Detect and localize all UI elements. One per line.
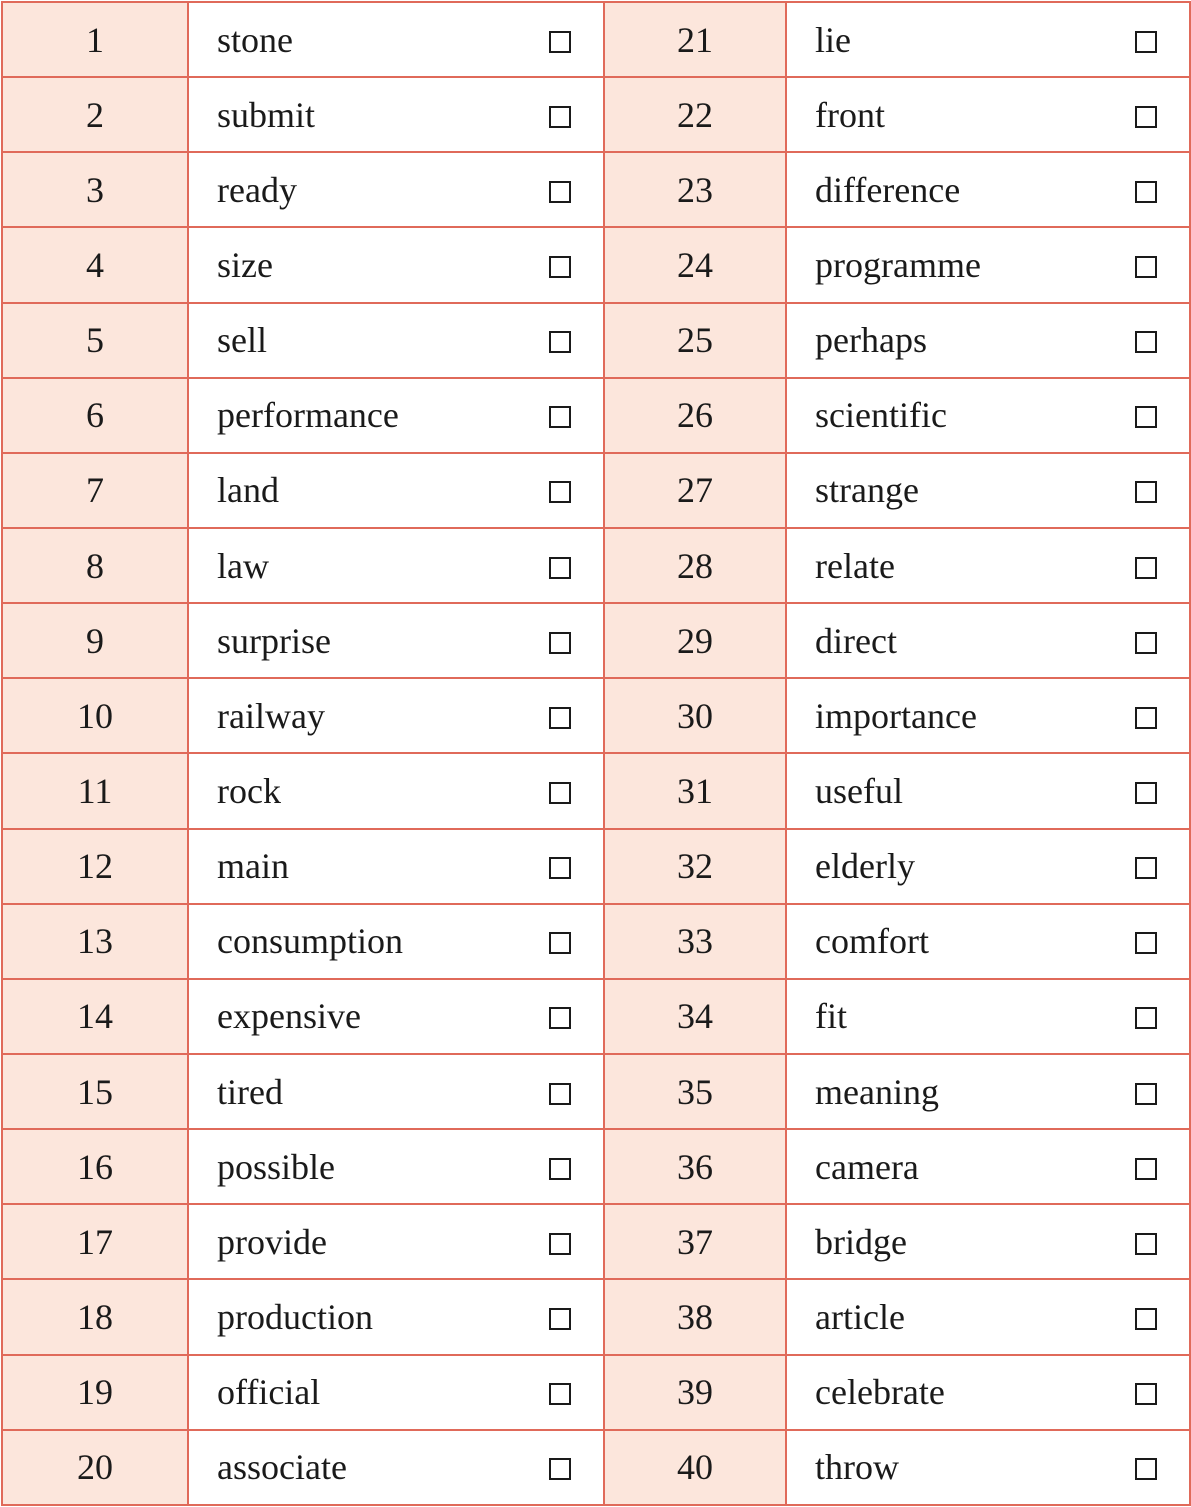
empty-checkbox-icon[interactable] [549, 1458, 571, 1480]
left-word-cell [188, 152, 604, 227]
left-number-cell [2, 77, 188, 152]
left-word-wrap [217, 1221, 571, 1262]
left-word-cell [188, 979, 604, 1054]
left-word-wrap [217, 1296, 571, 1337]
right-number-cell [604, 453, 786, 528]
left-word-cell [188, 1430, 604, 1505]
left-word-cell [188, 227, 604, 302]
left-word-wrap [217, 545, 571, 586]
right-word-cell [786, 1355, 1190, 1430]
left-item-number: 12 [77, 846, 113, 887]
right-word: relate [815, 545, 895, 586]
right-word-cell [786, 1430, 1190, 1505]
right-number-cell [604, 378, 786, 453]
right-number-cell [604, 1129, 786, 1204]
right-number-cell [604, 2, 786, 77]
table-row [2, 378, 1190, 453]
right-item-number: 30 [677, 695, 713, 736]
left-word: ready [217, 169, 297, 210]
table-row [2, 1430, 1190, 1505]
left-number-cell [2, 378, 188, 453]
table-row [2, 1279, 1190, 1354]
right-word-cell [786, 904, 1190, 979]
right-item-number: 34 [677, 996, 713, 1037]
empty-checkbox-icon[interactable] [1135, 707, 1157, 729]
left-word-wrap [217, 1447, 571, 1488]
left-word-cell [188, 904, 604, 979]
right-item-number: 36 [677, 1146, 713, 1187]
empty-checkbox-icon[interactable] [1135, 1083, 1157, 1105]
right-word: difference [815, 169, 961, 210]
left-number-cell [2, 2, 188, 77]
left-item-number: 6 [86, 395, 104, 436]
right-number-cell [604, 603, 786, 678]
right-word-cell [786, 303, 1190, 378]
right-word-wrap [815, 320, 1157, 361]
left-item-number: 16 [77, 1146, 113, 1187]
empty-checkbox-icon[interactable] [549, 256, 571, 278]
left-word-wrap [217, 94, 571, 135]
right-word-wrap [815, 1221, 1157, 1262]
left-word: provide [217, 1221, 327, 1262]
empty-checkbox-icon[interactable] [549, 932, 571, 954]
left-number-cell [2, 1430, 188, 1505]
left-number-cell [2, 1279, 188, 1354]
left-number-cell [2, 1054, 188, 1129]
left-item-number: 11 [77, 770, 113, 811]
right-word-cell [786, 1279, 1190, 1354]
left-item-number: 19 [77, 1372, 113, 1413]
left-item-number: 3 [86, 169, 104, 210]
empty-checkbox-icon[interactable] [1135, 857, 1157, 879]
left-number-cell [2, 1129, 188, 1204]
empty-checkbox-icon[interactable] [549, 31, 571, 53]
table-row [2, 904, 1190, 979]
empty-checkbox-icon[interactable] [1135, 1308, 1157, 1330]
left-word: size [217, 244, 273, 285]
left-number-cell [2, 603, 188, 678]
right-word-wrap [815, 395, 1157, 436]
right-word: front [815, 94, 885, 135]
table-row [2, 303, 1190, 378]
empty-checkbox-icon[interactable] [1135, 181, 1157, 203]
table-row [2, 1054, 1190, 1129]
right-word: programme [815, 244, 981, 285]
empty-checkbox-icon[interactable] [549, 1308, 571, 1330]
right-word: bridge [815, 1221, 907, 1262]
right-word-wrap [815, 470, 1157, 511]
left-word-cell [188, 678, 604, 753]
empty-checkbox-icon[interactable] [1135, 1007, 1157, 1029]
right-item-number: 40 [677, 1447, 713, 1488]
empty-checkbox-icon[interactable] [1135, 256, 1157, 278]
right-number-cell [604, 77, 786, 152]
left-number-cell [2, 678, 188, 753]
left-word-cell [188, 753, 604, 828]
right-word: comfort [815, 921, 929, 962]
right-word-cell [786, 2, 1190, 77]
left-word: rock [217, 770, 281, 811]
right-word-wrap [815, 846, 1157, 887]
right-word-wrap [815, 770, 1157, 811]
empty-checkbox-icon[interactable] [1135, 932, 1157, 954]
empty-checkbox-icon[interactable] [549, 707, 571, 729]
right-word-cell [786, 1054, 1190, 1129]
right-word-wrap [815, 1071, 1157, 1112]
left-item-number: 5 [86, 320, 104, 361]
left-number-cell [2, 453, 188, 528]
empty-checkbox-icon[interactable] [549, 632, 571, 654]
empty-checkbox-icon[interactable] [549, 782, 571, 804]
right-word: perhaps [815, 320, 927, 361]
right-word-wrap [815, 1146, 1157, 1187]
left-word-wrap [217, 1146, 571, 1187]
left-word-cell [188, 2, 604, 77]
left-item-number: 17 [77, 1221, 113, 1262]
right-word-wrap [815, 1447, 1157, 1488]
empty-checkbox-icon[interactable] [1135, 1383, 1157, 1405]
right-word-wrap [815, 1296, 1157, 1337]
right-word: meaning [815, 1071, 939, 1112]
right-word: camera [815, 1146, 919, 1187]
right-word-cell [786, 1129, 1190, 1204]
left-word-cell [188, 378, 604, 453]
right-word-cell [786, 678, 1190, 753]
left-word-cell [188, 829, 604, 904]
left-word-cell [188, 1279, 604, 1354]
right-word-cell [786, 753, 1190, 828]
left-word: performance [217, 395, 399, 436]
left-item-number: 13 [77, 921, 113, 962]
left-item-number: 2 [86, 94, 104, 135]
right-item-number: 33 [677, 921, 713, 962]
empty-checkbox-icon[interactable] [549, 481, 571, 503]
empty-checkbox-icon[interactable] [549, 406, 571, 428]
right-word-cell [786, 979, 1190, 1054]
right-word-cell [786, 603, 1190, 678]
left-word-wrap [217, 695, 571, 736]
right-word-cell [786, 77, 1190, 152]
right-word: elderly [815, 846, 915, 887]
right-word-wrap [815, 94, 1157, 135]
table-row [2, 227, 1190, 302]
left-word-cell [188, 603, 604, 678]
right-word-cell [786, 1204, 1190, 1279]
table-row [2, 829, 1190, 904]
right-number-cell [604, 1279, 786, 1354]
left-item-number: 1 [86, 19, 104, 60]
empty-checkbox-icon[interactable] [1135, 782, 1157, 804]
left-word-cell [188, 1129, 604, 1204]
right-item-number: 28 [677, 545, 713, 586]
left-word-wrap [217, 1071, 571, 1112]
left-item-number: 18 [77, 1296, 113, 1337]
right-word-cell [786, 378, 1190, 453]
right-number-cell [604, 904, 786, 979]
right-word-cell [786, 829, 1190, 904]
left-word: submit [217, 94, 316, 135]
table-row [2, 753, 1190, 828]
right-word-wrap [815, 921, 1157, 962]
left-number-cell [2, 829, 188, 904]
left-item-number: 7 [86, 470, 104, 511]
left-word-cell [188, 1204, 604, 1279]
left-word-cell [188, 528, 604, 603]
empty-checkbox-icon[interactable] [549, 1158, 571, 1180]
table-row [2, 1129, 1190, 1204]
right-number-cell [604, 1430, 786, 1505]
left-word: stone [217, 19, 293, 60]
left-item-number: 8 [86, 545, 104, 586]
right-item-number: 32 [677, 846, 713, 887]
right-item-number: 37 [677, 1221, 713, 1262]
left-word-wrap [217, 169, 571, 210]
right-item-number: 39 [677, 1372, 713, 1413]
left-item-number: 9 [86, 620, 104, 661]
left-item-number: 20 [77, 1447, 113, 1488]
empty-checkbox-icon[interactable] [549, 1007, 571, 1029]
left-word: associate [217, 1447, 347, 1488]
right-number-cell [604, 1355, 786, 1430]
right-item-number: 27 [677, 470, 713, 511]
table-row [2, 453, 1190, 528]
empty-checkbox-icon[interactable] [1135, 1158, 1157, 1180]
right-item-number: 35 [677, 1071, 713, 1112]
left-word: expensive [217, 996, 361, 1037]
left-item-number: 4 [86, 244, 104, 285]
empty-checkbox-icon[interactable] [549, 557, 571, 579]
left-word: possible [217, 1146, 336, 1187]
right-word: useful [815, 770, 903, 811]
left-word: sell [217, 320, 267, 361]
left-word-wrap [217, 470, 571, 511]
left-number-cell [2, 979, 188, 1054]
left-word-wrap [217, 620, 571, 661]
left-number-cell [2, 753, 188, 828]
left-word-wrap [217, 395, 571, 436]
left-word: tired [217, 1071, 283, 1112]
right-item-number: 29 [677, 620, 713, 661]
left-number-cell [2, 1355, 188, 1430]
left-word-cell [188, 1054, 604, 1129]
left-number-cell [2, 904, 188, 979]
right-number-cell [604, 829, 786, 904]
left-word-cell [188, 453, 604, 528]
right-word-cell [786, 453, 1190, 528]
left-number-cell [2, 227, 188, 302]
left-word: official [217, 1372, 321, 1413]
right-word-wrap [815, 695, 1157, 736]
left-number-cell [2, 152, 188, 227]
empty-checkbox-icon[interactable] [549, 331, 571, 353]
empty-checkbox-icon[interactable] [549, 1083, 571, 1105]
right-item-number: 24 [677, 244, 713, 285]
right-number-cell [604, 1054, 786, 1129]
left-word-wrap [217, 770, 571, 811]
left-word-wrap [217, 846, 571, 887]
left-number-cell [2, 528, 188, 603]
empty-checkbox-icon[interactable] [549, 181, 571, 203]
right-word-wrap [815, 1372, 1157, 1413]
empty-checkbox-icon[interactable] [1135, 481, 1157, 503]
table-row [2, 1204, 1190, 1279]
right-number-cell [604, 152, 786, 227]
right-word-wrap [815, 169, 1157, 210]
left-item-number: 14 [77, 996, 113, 1037]
left-item-number: 10 [77, 695, 113, 736]
left-number-cell [2, 1204, 188, 1279]
right-number-cell [604, 979, 786, 1054]
right-number-cell [604, 303, 786, 378]
right-word: lie [815, 19, 851, 60]
table-row [2, 603, 1190, 678]
table-row [2, 77, 1190, 152]
right-item-number: 25 [677, 320, 713, 361]
right-word: celebrate [815, 1372, 945, 1413]
left-word-wrap [217, 244, 571, 285]
left-item-number: 15 [77, 1071, 113, 1112]
left-word-cell [188, 303, 604, 378]
right-word: fit [815, 996, 847, 1037]
right-word-wrap [815, 244, 1157, 285]
vocabulary-table [1, 1, 1191, 1506]
empty-checkbox-icon[interactable] [1135, 31, 1157, 53]
left-word: surprise [217, 620, 331, 661]
empty-checkbox-icon[interactable] [549, 1383, 571, 1405]
empty-checkbox-icon[interactable] [1135, 632, 1157, 654]
table-row [2, 1355, 1190, 1430]
right-number-cell [604, 528, 786, 603]
right-word-wrap [815, 545, 1157, 586]
right-word-cell [786, 528, 1190, 603]
empty-checkbox-icon[interactable] [1135, 406, 1157, 428]
table-row [2, 152, 1190, 227]
left-word-cell [188, 1355, 604, 1430]
table-row [2, 979, 1190, 1054]
left-word: production [217, 1296, 373, 1337]
right-word-wrap [815, 19, 1157, 60]
right-item-number: 22 [677, 94, 713, 135]
right-number-cell [604, 1204, 786, 1279]
empty-checkbox-icon[interactable] [1135, 1458, 1157, 1480]
empty-checkbox-icon[interactable] [549, 1233, 571, 1255]
right-word: article [815, 1296, 905, 1337]
left-word-wrap [217, 996, 571, 1037]
right-item-number: 26 [677, 395, 713, 436]
right-item-number: 31 [677, 770, 713, 811]
left-word: land [217, 470, 279, 511]
left-word: railway [217, 695, 325, 736]
right-number-cell [604, 678, 786, 753]
right-word: throw [815, 1447, 899, 1488]
right-number-cell [604, 227, 786, 302]
left-word-wrap [217, 1372, 571, 1413]
right-word: strange [815, 470, 919, 511]
right-word-cell [786, 227, 1190, 302]
table-row [2, 2, 1190, 77]
empty-checkbox-icon[interactable] [1135, 331, 1157, 353]
left-word-wrap [217, 921, 571, 962]
empty-checkbox-icon[interactable] [549, 857, 571, 879]
left-word-wrap [217, 19, 571, 60]
left-word: main [217, 846, 289, 887]
right-word: scientific [815, 395, 947, 436]
right-number-cell [604, 753, 786, 828]
right-word-cell [786, 152, 1190, 227]
left-number-cell [2, 303, 188, 378]
left-word: law [217, 545, 269, 586]
left-word-cell [188, 77, 604, 152]
right-word: direct [815, 620, 897, 661]
table-row [2, 528, 1190, 603]
right-item-number: 38 [677, 1296, 713, 1337]
table-row [2, 678, 1190, 753]
right-item-number: 21 [677, 19, 713, 60]
empty-checkbox-icon[interactable] [1135, 1233, 1157, 1255]
empty-checkbox-icon[interactable] [549, 106, 571, 128]
right-item-number: 23 [677, 169, 713, 210]
right-word-wrap [815, 620, 1157, 661]
left-word-wrap [217, 320, 571, 361]
right-word-wrap [815, 996, 1157, 1037]
empty-checkbox-icon[interactable] [1135, 106, 1157, 128]
left-word: consumption [217, 921, 403, 962]
vocabulary-table-body [2, 2, 1190, 1505]
right-word: importance [815, 695, 977, 736]
empty-checkbox-icon[interactable] [1135, 557, 1157, 579]
